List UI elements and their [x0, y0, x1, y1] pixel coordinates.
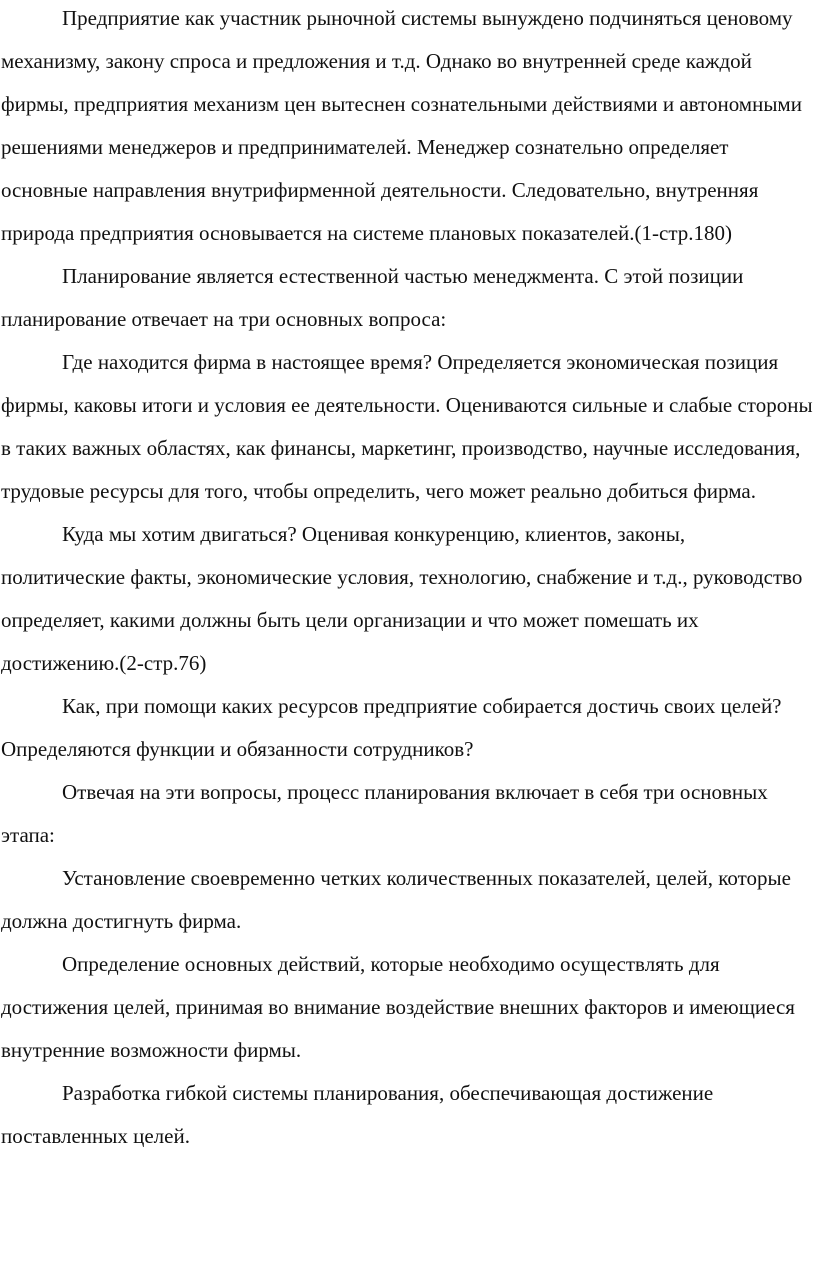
paragraph-question-where-now: Где находится фирма в настоящее время? Определяется экономическая позиция фирмы, каковы итоги и условия ее деятельности. Оцениваются сильные и слабые стороны в таких важных областях, как финансы, маркетинг, производство, научные исследования, трудовые ресурсы для того, чтобы определить, чего может реально добиться фирма. [1, 350, 813, 503]
paragraph-stage-system: Разработка гибкой системы планирования, обеспечивающая достижение поставленных целей. [1, 1081, 714, 1148]
paragraph-three-stages: Отвечая на эти вопросы, процесс планирования включает в себя три основных этапа: [1, 780, 768, 847]
paragraph-planning-management: Планирование является естественной частью менеджмента. С этой позиции планирование отвечает на три основных вопроса: [1, 264, 744, 331]
paragraph-stage-goals: Установление своевременно четких количественных показателей, целей, которые должна достигнуть фирма. [1, 866, 791, 933]
paragraph-question-where-to: Куда мы хотим двигаться? Оценивая конкуренцию, клиентов, законы, политические факты, экономические условия, технологию, снабжение и т.д., руководство определяет, какими должны быть цели организации и что может помешать их достижению.(2-стр.76) [1, 522, 803, 675]
paragraph-stage-actions: Определение основных действий, которые необходимо осуществлять для достижения целей, принимая во внимание воздействие внешних факторов и имеющиеся внутренние возможности фирмы. [1, 952, 795, 1062]
paragraph-question-how: Как, при помощи каких ресурсов предприятие собирается достичь своих целей? Определяются функции и обязанности сотрудников? [1, 694, 782, 761]
paragraph-market-system: Предприятие как участник рыночной системы вынуждено подчиняться ценовому механизму, закону спроса и предложения и т.д. Однако во внутренней среде каждой фирмы, предприятия механизм цен вытеснен сознательными действиями и автономными решениями менеджеров и предпринимателей. Менеджер сознательно определяет основные направления внутрифирменной деятельности. Следовательно, внутренняя природа предприятия основывается на системе плановых показателей.(1-стр.180) [1, 6, 802, 245]
